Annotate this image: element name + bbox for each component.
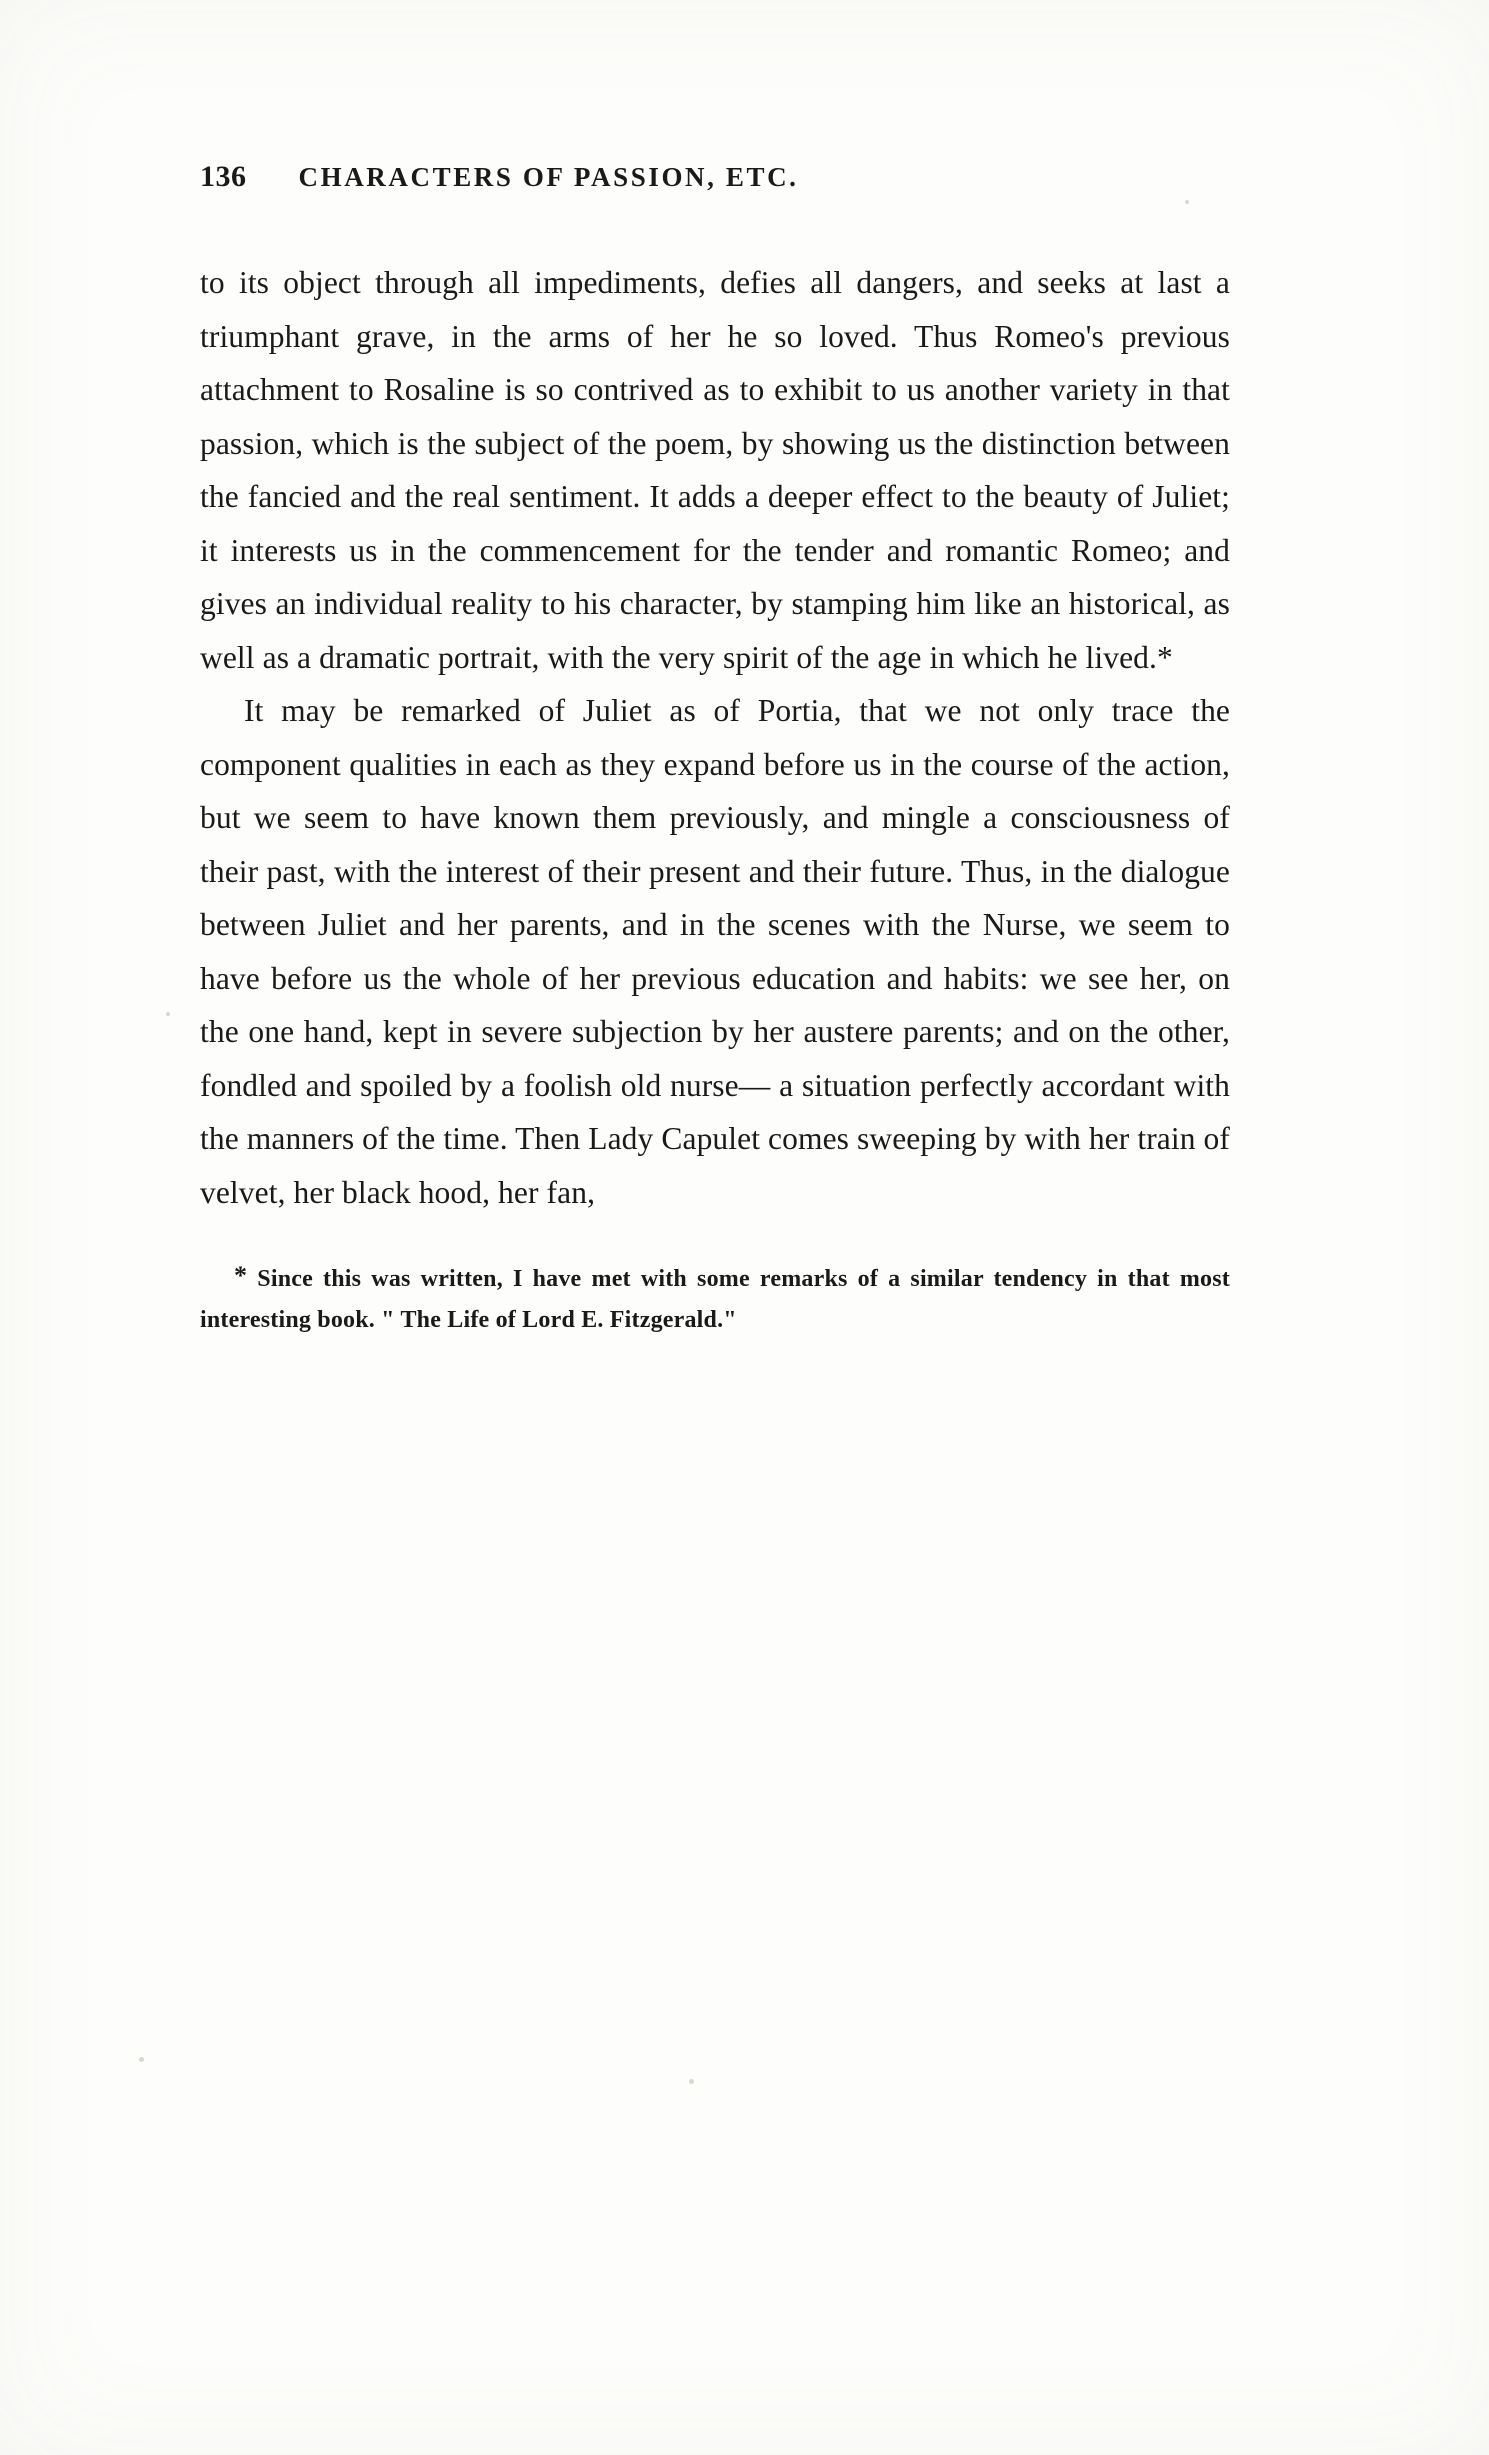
paper-speck — [139, 2057, 144, 2062]
page-number: 136 — [200, 160, 247, 193]
running-head: CHARACTERS OF PASSION, ETC. — [298, 162, 799, 192]
paper-speck — [166, 1012, 170, 1016]
paper-speck — [689, 2079, 694, 2084]
page-header — [200, 160, 1230, 194]
footnote-marker: * — [234, 1261, 248, 1290]
footnote-text: Since this was written, I have met with some remarks of a similar tendency in that most interesting book. " The Life of Lord E. Fitzgerald." — [200, 1266, 1230, 1333]
page-content — [200, 160, 1230, 1341]
paper-speck — [1185, 200, 1189, 204]
body-paragraph-2: It may be remarked of Juliet as of Portia, that we not only trace the component qualities in each as they expand before us in the course of the action, but we seem to have known them previously, and mingle a consciousness of their past, with the interest of their present and their future. Thus, in the dialogue between Juliet and her parents, and in the scenes with the Nurse, we seem to have before us the whole of her previous education and habits: we see her, on the one hand, kept in severe subjection by her austere parents; and on the other, fondled and spoiled by a foolish old nurse— a situation perfectly accordant with the manners of the time. Then Lady Capulet comes sweeping by with her train of velvet, her black hood, her fan, — [200, 693, 1230, 1210]
body-paragraph-1: to its object through all impediments, defies all dangers, and seeks at last a triumphant grave, in the arms of her he so loved. Thus Romeo's previous attachment to Rosaline is so contrived as to exhibit to us another variety in that passion, which is the subject of the poem, by showing us the distinction between the fancied and the real sentiment. It adds a deeper effect to the beauty of Juliet; it interests us in the commencement for the tender and romantic Romeo; and gives an individual reality to his character, by stamping him like an historical, as well as a dramatic portrait, with the very spirit of the age in which he lived.* — [200, 265, 1230, 675]
footnote — [200, 1255, 1230, 1341]
